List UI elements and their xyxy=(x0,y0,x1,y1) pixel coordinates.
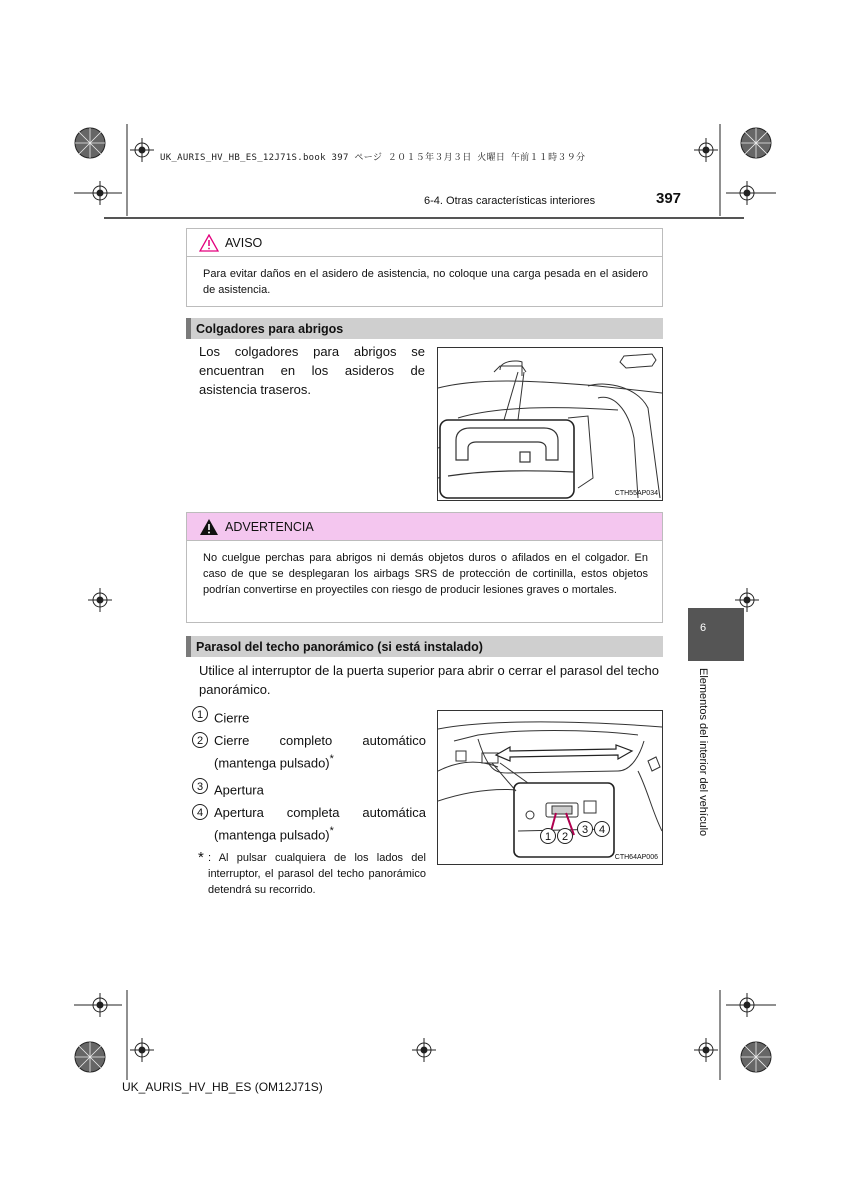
list-item xyxy=(192,777,426,799)
callout-1: 1 xyxy=(540,828,556,844)
list-item xyxy=(192,731,426,772)
coat-hook-figure xyxy=(437,347,663,501)
callout-2: 2 xyxy=(557,828,573,844)
item-number: 4 xyxy=(192,804,208,820)
list-item xyxy=(192,803,426,844)
page-number: 397 xyxy=(656,190,682,207)
warning-triangle-outline-icon xyxy=(199,234,219,252)
aviso-title: AVISO xyxy=(225,235,263,250)
section-title-text: Parasol del techo panorámico (si está instalado) xyxy=(196,639,483,654)
footnote-mark: * xyxy=(198,849,204,867)
advertencia-text: No cuelgue perchas para abrigos ni demás objetos duros o afilados en el colgador. En caso de que se desplegaran los airbags SRS de protección de cortinilla, estos objetos podrían convertirse en proyectiles con riesgo de producir lesiones graves o mortales. xyxy=(203,552,648,596)
item-text: Cierre xyxy=(214,710,250,726)
advertencia-box xyxy=(186,512,663,623)
header-rule xyxy=(104,217,744,219)
footnote xyxy=(192,850,426,898)
aviso-header xyxy=(187,229,662,257)
chapter-label: Elementos del interior del vehículo xyxy=(697,668,709,837)
list-item xyxy=(192,705,426,727)
section-header: 6-4. Otras características interiores xyxy=(424,195,596,207)
colgadores-text: Los colgadores para abrigos se encuentran en los asideros de asistencia traseros. xyxy=(199,344,425,397)
callout-4: 4 xyxy=(594,821,610,837)
item-number: 1 xyxy=(192,706,208,722)
footnote-text: : Al pulsar cualquiera de los lados del interruptor, el parasol del techo panorámico detendrá su recorrido. xyxy=(208,852,426,897)
advertencia-header xyxy=(187,513,662,541)
double-arrow xyxy=(496,745,632,761)
parasol-list xyxy=(192,705,426,898)
figure-code: CTH64AP006 xyxy=(614,854,658,861)
parasol-figure xyxy=(437,710,663,865)
callout-3: 3 xyxy=(577,821,593,837)
chapter-tab xyxy=(688,608,744,661)
chapter-number: 6 xyxy=(700,622,707,634)
parasol-intro: Utilice al interruptor de la puerta superior para abrir o cerrar el parasol del techo panorámico. xyxy=(199,663,659,697)
coat-hook-illustration xyxy=(438,348,662,500)
footer-code: UK_AURIS_HV_HB_ES (OM12J71S) xyxy=(122,1080,323,1094)
figure-code: CTH55AP034 xyxy=(614,490,658,497)
aviso-text: Para evitar daños en el asidero de asistencia, no coloque una carga pesada en el asidero de asistencia. xyxy=(203,268,648,296)
print-file-line: UK_AURIS_HV_HB_ES_12J71S.book 397 ページ ２０１５年３月３日 火曜日 午前１１時３９分 xyxy=(160,153,586,163)
section-title-parasol xyxy=(186,636,663,657)
figure-callouts-right xyxy=(577,821,610,837)
item-text: Apertura xyxy=(214,781,264,797)
figure-callouts xyxy=(540,828,573,844)
item-number: 2 xyxy=(192,732,208,748)
warning-triangle-filled-icon xyxy=(199,518,219,536)
aviso-box xyxy=(186,228,663,307)
item-text: Cierre completo automático (mantenga pulsado)* xyxy=(214,733,426,771)
item-number: 3 xyxy=(192,778,208,794)
advertencia-title: ADVERTENCIA xyxy=(225,519,314,534)
item-text: Apertura completa automática (mantenga pulsado)* xyxy=(214,804,426,843)
section-title-colgadores xyxy=(186,318,663,339)
section-title-text: Colgadores para abrigos xyxy=(196,321,344,336)
